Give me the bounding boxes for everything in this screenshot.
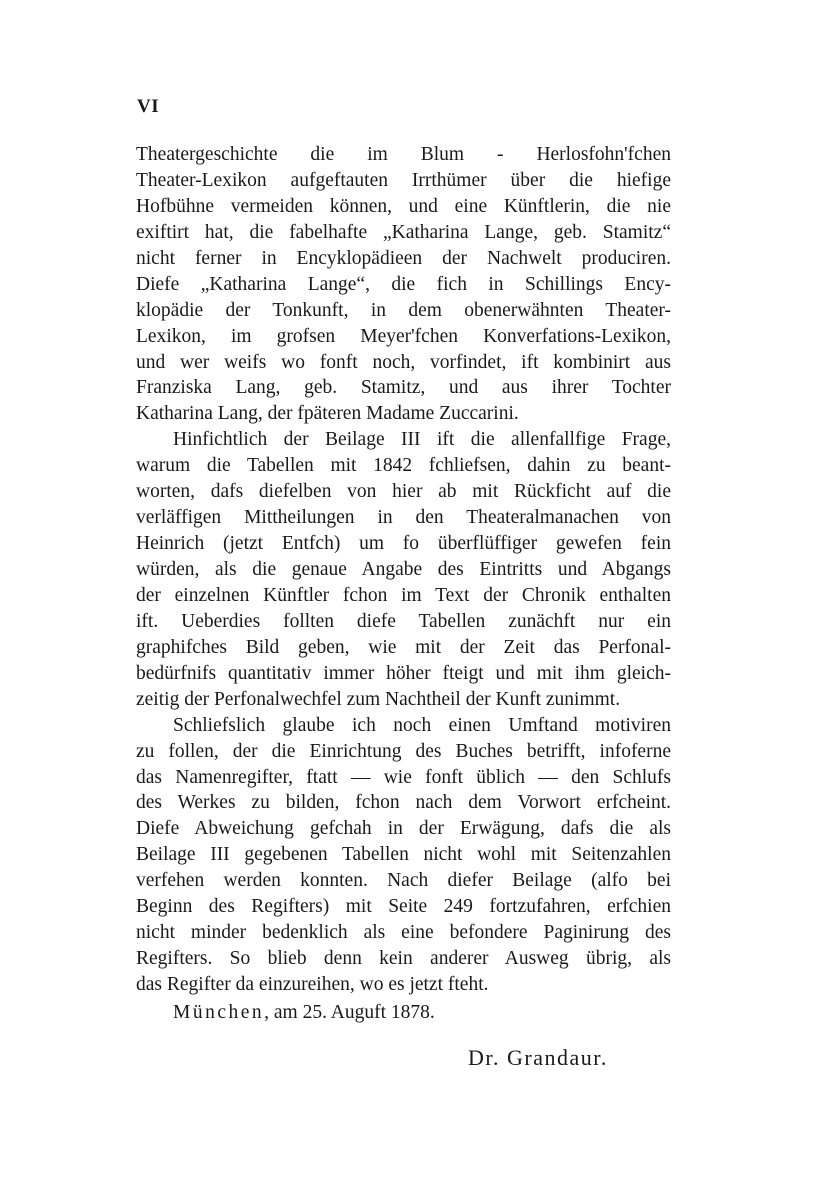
- text-line: und wer weifs wo fonft noch, vorfindet, ift kombinirt aus: [136, 351, 671, 373]
- body-text: [136, 142, 671, 998]
- author-signature: Dr. Grandaur.: [468, 1045, 608, 1070]
- place-name: München: [173, 1002, 265, 1023]
- text-line: verfehen werden konnten. Nach diefer Beilage (alfo bei: [136, 870, 671, 892]
- date-text: , am 25. Auguft 1878.: [264, 1002, 435, 1023]
- text-line: Diefe „Katharina Lange“, die fich in Schillings Ency-: [136, 273, 671, 295]
- text-line: ift. Ueberdies follten diefe Tabellen zunächft nur ein: [136, 610, 671, 632]
- text-line: der einzelnen Künftler fchon im Text der Chronik enthalten: [136, 584, 671, 606]
- text-line: Lexikon, im grofsen Meyer'fchen Konverfations-Lexikon,: [136, 325, 671, 347]
- text-line: Theatergeschichte die im Blum - Herlosfohn'fchen: [136, 144, 671, 165]
- text-line: bedürfnifs quantitativ immer höher fteigt und mit ihm gleich-: [136, 662, 671, 684]
- text-line: Beginn des Regifters) mit Seite 249 fortzufahren, erfchien: [136, 896, 671, 918]
- text-line: graphifches Bild geben, wie mit der Zeit das Perfonal-: [136, 636, 671, 658]
- text-line: klopädie der Tonkunft, in dem obenerwähnten Theater-: [136, 299, 671, 321]
- paragraph: [136, 142, 671, 427]
- text-line: Regifters. So blieb denn kein anderer Ausweg übrig, als: [136, 948, 671, 970]
- text-line: Hinfichtlich der Beilage III ift die allenfallfige Frage,: [173, 429, 671, 451]
- text-line: Schliefslich glaube ich noch einen Umftand motiviren: [173, 714, 671, 736]
- text-line: würden, als die genaue Angabe des Eintritts und Abgangs: [136, 559, 671, 580]
- paragraph: [136, 713, 671, 998]
- text-line: zeitig der Perfonalwechfel zum Nachtheil der Kunft zunimmt.: [136, 688, 621, 710]
- text-line: Heinrich (jetzt Entfch) um fo überflüffiger gewefen fein: [136, 533, 671, 555]
- text-line: Diefe Abweichung gefchah in der Erwägung, dafs die als: [136, 818, 671, 840]
- place-date-line: [173, 1000, 435, 1026]
- text-line: das Regifter da einzureihen, wo es jetzt fteht.: [136, 974, 489, 995]
- text-line: Katharina Lang, der fpäteren Madame Zuccarini.: [136, 403, 519, 425]
- text-line: Franziska Lang, geb. Stamitz, und aus ihrer Tochter: [136, 377, 671, 399]
- text-line: zu follen, der die Einrichtung des Buches betrifft, infoferne: [136, 740, 671, 762]
- text-line: das Namenregifter, ftatt — wie fonft üblich — den Schlufs: [136, 766, 671, 788]
- text-line: Hofbühne vermeiden können, und eine Künftlerin, die nie: [136, 195, 671, 217]
- text-line: Theater-Lexikon aufgeftauten Irrthümer über die hiefige: [136, 169, 671, 191]
- paragraph: [136, 427, 671, 712]
- text-line: Beilage III gegebenen Tabellen nicht wohl mit Seitenzahlen: [136, 844, 671, 866]
- text-line: warum die Tabellen mit 1842 fchliefsen, dahin zu beant-: [136, 455, 671, 477]
- page-number: VI: [137, 96, 160, 117]
- text-line: des Werkes zu bilden, fchon nach dem Vorwort erfcheint.: [136, 792, 671, 814]
- text-line: exiftirt hat, die fabelhafte „Katharina Lange, geb. Stamitz“: [136, 221, 671, 243]
- text-line: nicht minder bedenklich als eine befondere Paginirung des: [136, 922, 671, 944]
- text-line: verläffigen Mittheilungen in den Theateralmanachen von: [136, 507, 671, 529]
- text-line: worten, dafs diefelben von hier ab mit Rückficht auf die: [136, 481, 671, 503]
- text-line: nicht ferner in Encyklopädieen der Nachwelt produciren.: [136, 247, 671, 269]
